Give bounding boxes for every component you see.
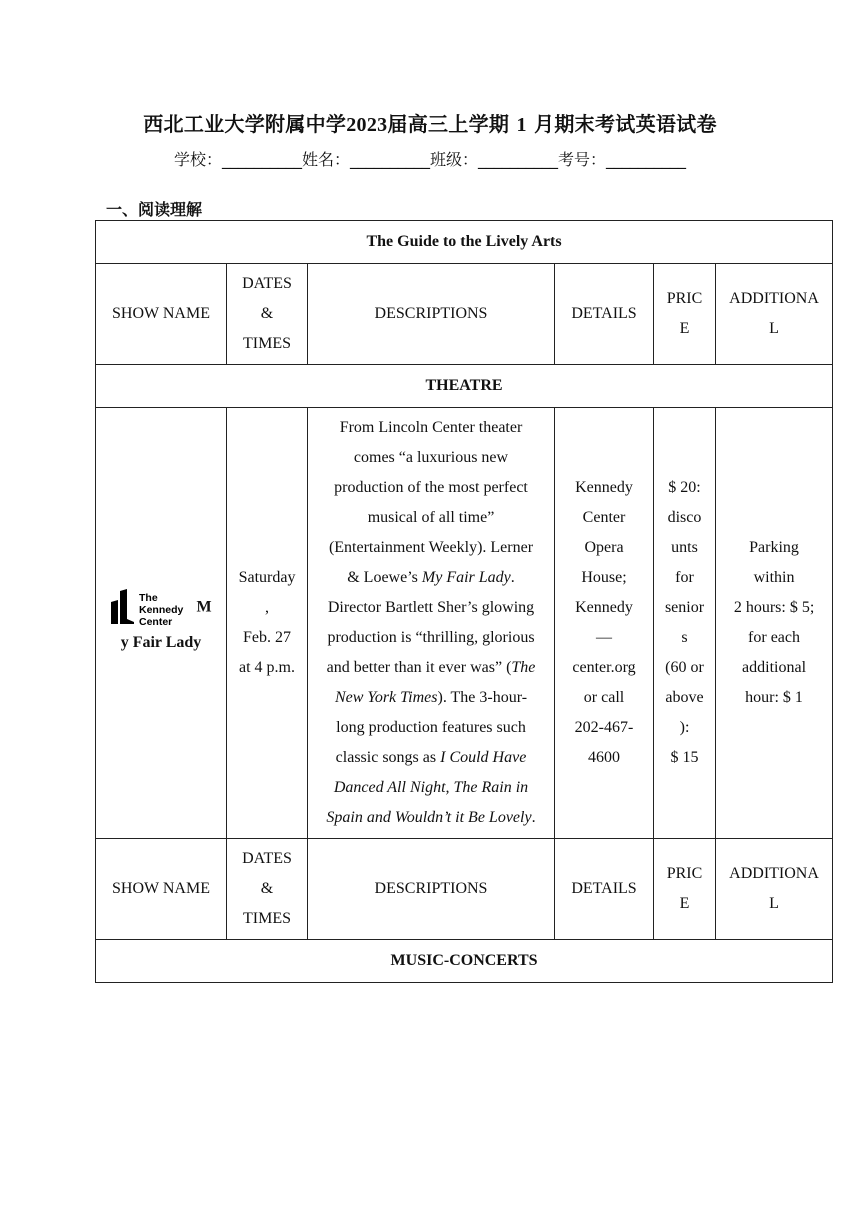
additional-line: Parking xyxy=(749,539,799,556)
details-line: 4600 xyxy=(588,749,620,766)
header-price-line: PRIC xyxy=(666,865,703,882)
description-cell xyxy=(308,408,555,839)
header-price-line: PRIC xyxy=(666,290,703,307)
additional-cell xyxy=(716,408,833,839)
details-line: center.org xyxy=(572,659,636,676)
student-info-line xyxy=(0,147,860,170)
description-italic: I Could Have xyxy=(440,749,527,766)
price-line: for xyxy=(675,569,694,586)
price-line: $ 15 xyxy=(670,749,699,766)
description-text: & Loewe’s xyxy=(347,569,422,586)
header-dates-times xyxy=(227,264,308,365)
theatre-row xyxy=(96,365,833,408)
logo-text-line: The xyxy=(139,592,159,604)
section-heading: 一、阅读理解 xyxy=(106,200,203,219)
description-italic: Danced All Night, The Rain in xyxy=(333,779,529,796)
title-year: 2023 xyxy=(346,114,388,136)
details-cell xyxy=(555,408,654,839)
kennedy-center-logo xyxy=(110,588,196,628)
description-text: and better than it ever was” ( xyxy=(326,659,512,676)
description-italic: New York Times xyxy=(334,689,438,706)
details-line: 202-467- xyxy=(574,719,634,736)
date-line: Feb. 27 xyxy=(243,629,291,646)
page-title xyxy=(0,108,860,137)
show-name-logo-line xyxy=(102,588,220,628)
exam-number-field[interactable]: 考号：__________ xyxy=(558,150,687,169)
description-line xyxy=(312,803,550,833)
header-show-name: SHOW NAME xyxy=(96,264,227,365)
header-dates-line: & xyxy=(260,880,274,897)
title-part-2: 届高三上学期 xyxy=(387,112,510,136)
show-name-initial: M xyxy=(196,598,212,616)
description-text: . xyxy=(510,569,515,586)
theatre-label: THEATRE xyxy=(96,365,833,408)
price-line: disco xyxy=(667,509,702,526)
price-line: ): xyxy=(679,719,690,736)
description-line: comes “a luxurious new xyxy=(353,449,509,466)
additional-line: 2 hours: $ 5; xyxy=(733,599,815,616)
details-line: Kennedy xyxy=(575,479,633,496)
price-line: $ 20: xyxy=(668,479,701,496)
header-price xyxy=(654,264,716,365)
header-dates-line: DATES xyxy=(242,275,292,292)
header-additional-line: ADDITIONA xyxy=(729,865,819,882)
header-descriptions: DESCRIPTIONS xyxy=(308,839,555,940)
price-cell xyxy=(654,408,716,839)
description-line: (Entertainment Weekly). Lerner xyxy=(328,539,534,556)
additional-line: within xyxy=(753,569,795,586)
date-line: at 4 p.m. xyxy=(239,659,295,676)
show-name-rest: y Fair Lady xyxy=(120,634,202,651)
title-part-3: 月期末考试英语试卷 xyxy=(534,112,717,136)
header-price-line: E xyxy=(679,895,690,912)
name-field[interactable]: 姓名：__________ xyxy=(301,150,430,169)
description-italic: My Fair Lady xyxy=(421,569,511,586)
table-title-row xyxy=(96,221,833,264)
description-line: production is “thrilling, glorious xyxy=(327,629,535,646)
school-field[interactable]: 学校：__________ xyxy=(173,150,302,169)
description-line xyxy=(312,683,550,713)
description-line xyxy=(312,653,550,683)
description-line: musical of all time” xyxy=(367,509,495,526)
header-additional xyxy=(716,264,833,365)
header-price xyxy=(654,839,716,940)
date-line: , xyxy=(265,599,269,616)
price-line: s xyxy=(681,629,688,646)
header-details: DETAILS xyxy=(555,839,654,940)
details-line: Kennedy xyxy=(575,599,633,616)
description-line: production of the most perfect xyxy=(334,479,528,496)
header-dates-line: TIMES xyxy=(243,335,291,352)
table-header-row-repeat xyxy=(96,839,833,940)
music-concerts-row xyxy=(96,940,833,983)
table-header-row xyxy=(96,264,833,365)
details-line: or call xyxy=(583,689,625,706)
title-month: 1 xyxy=(516,114,527,136)
description-line xyxy=(312,743,550,773)
description-line: Director Bartlett Sher’s glowing xyxy=(327,599,535,616)
description-italic: The xyxy=(511,659,536,676)
description-line xyxy=(312,773,550,803)
price-line: unts xyxy=(671,539,698,556)
price-line: above xyxy=(665,689,704,706)
additional-line: hour: $ 1 xyxy=(745,689,803,706)
header-show-name: SHOW NAME xyxy=(96,839,227,940)
header-dates-line: & xyxy=(260,305,274,322)
description-line xyxy=(312,563,550,593)
show-name-cell xyxy=(96,408,227,839)
logo-text-line: Kennedy xyxy=(139,604,184,616)
details-line: House; xyxy=(581,569,627,586)
header-additional-line: ADDITIONA xyxy=(729,290,819,307)
lively-arts-table xyxy=(95,220,833,983)
price-line: senior xyxy=(664,599,705,616)
description-line: From Lincoln Center theater xyxy=(339,419,523,436)
details-line: — xyxy=(596,629,612,646)
header-additional xyxy=(716,839,833,940)
description-text: ). The 3-hour- xyxy=(437,689,528,706)
header-dates-times xyxy=(227,839,308,940)
music-concerts-label: MUSIC-CONCERTS xyxy=(96,940,833,983)
header-dates-line: TIMES xyxy=(243,910,291,927)
details-line: Center xyxy=(582,509,626,526)
date-time-cell xyxy=(227,408,308,839)
table-row xyxy=(96,408,833,839)
header-descriptions: DESCRIPTIONS xyxy=(308,264,555,365)
table-title: The Guide to the Lively Arts xyxy=(96,221,833,264)
title-part-1: 西北工业大学附属中学 xyxy=(143,112,347,136)
additional-line: for each xyxy=(748,629,801,646)
header-price-line: E xyxy=(679,320,690,337)
class-field[interactable]: 班级：__________ xyxy=(430,150,559,169)
description-text: classic songs as xyxy=(335,749,441,766)
additional-line: additional xyxy=(742,659,807,676)
logo-text-line: Center xyxy=(139,616,173,628)
date-line: Saturday xyxy=(238,569,296,586)
header-dates-line: DATES xyxy=(242,850,292,867)
header-additional-line: L xyxy=(769,895,779,912)
header-additional-line: L xyxy=(769,320,779,337)
description-line: long production features such xyxy=(336,719,526,736)
description-italic: Spain and Wouldn’t it Be Lovely xyxy=(326,809,532,826)
price-line: (60 or xyxy=(665,659,704,676)
header-details: DETAILS xyxy=(555,264,654,365)
details-line: Opera xyxy=(584,539,624,556)
description-text: . xyxy=(531,809,536,826)
